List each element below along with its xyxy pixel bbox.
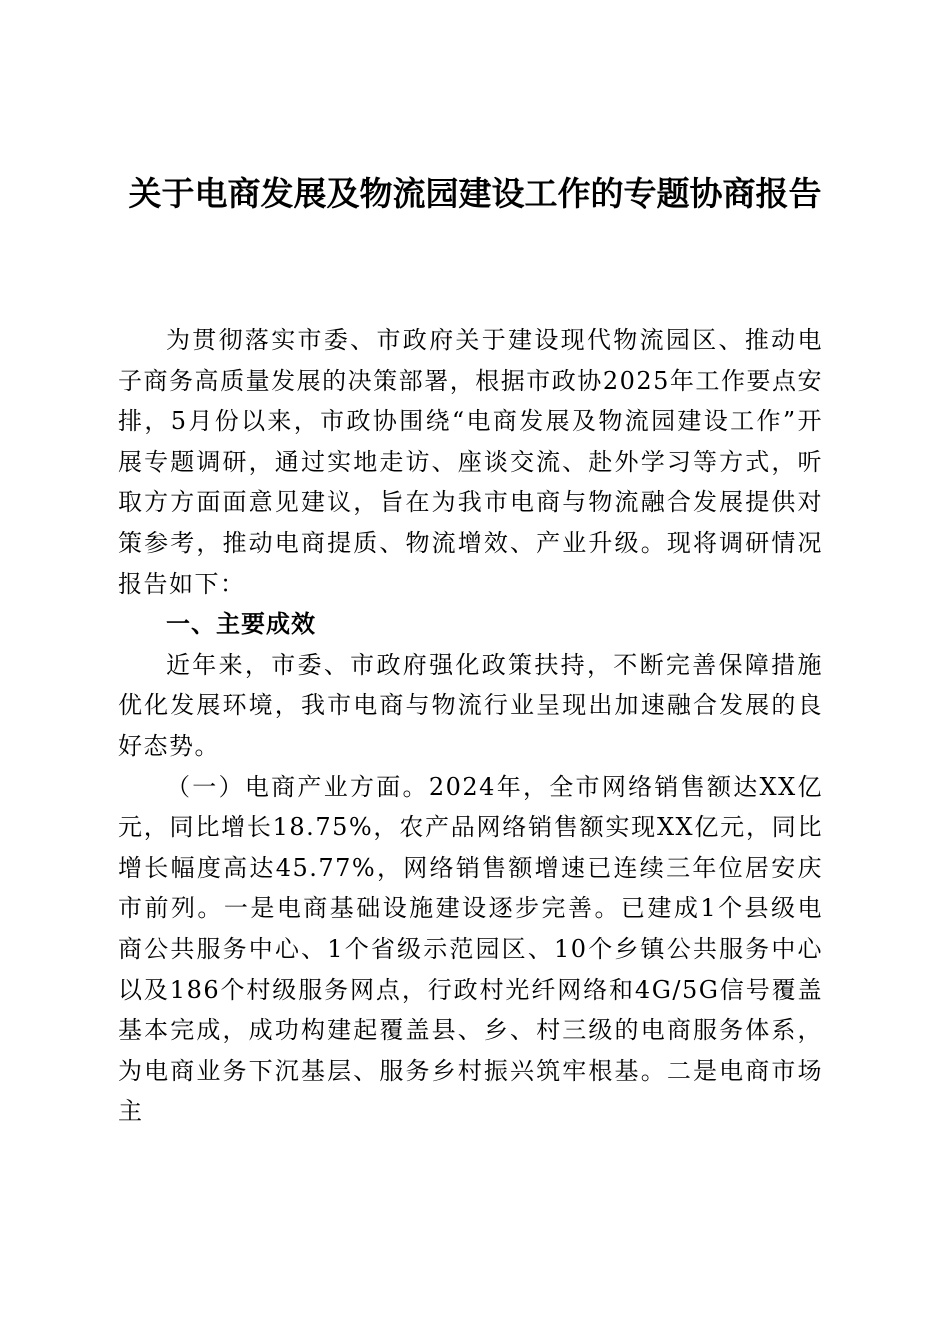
section-heading: 一、主要成效 — [166, 610, 316, 639]
intro-paragraph: 为贯彻落实市委、市政府关于建设现代物流园区、推动电子商务高质量发展的决策部署，根据市政协2025年工作要点安排，5月份以来，市政协围绕“电商发展及物流园建设工作”开展专题调研，通过实地走访、座谈交流、赴外学习等方式，听取方方面面意见建议，旨在为我市电商与物流融合发展提供对策参考，推动电商提质、物流增效、产业升级。现将调研情况报告如下： — [118, 326, 823, 598]
section-paragraph-2: （一）电商产业方面。2024年，全市网络销售额达XX亿元，同比增长18.75%，农产品网络销售额实现XX亿元，同比增长幅度高达45.77%，网络销售额增速已连续三年位居安庆市前列。一是电商基础设施建设逐步完善。已建成1个县级电商公共服务中心、1个省级示范园区、10个乡镇公共服务中心以及186个村级服务网点，行政村光纤网络和4G/5G信号覆盖基本完成，成功构建起覆盖县、乡、村三级的电商服务体系，为电商业务下沉基层、服务乡村振兴筑牢根基。二是电商市场主 — [118, 772, 823, 1126]
document-body — [118, 320, 823, 1132]
document-title: 关于电商发展及物流园建设工作的专题协商报告 — [128, 174, 822, 213]
section-paragraph-1: 近年来，市委、市政府强化政策扶持，不断完善保障措施优化发展环境，我市电商与物流行业呈现出加速融合发展的良好态势。 — [118, 650, 823, 760]
